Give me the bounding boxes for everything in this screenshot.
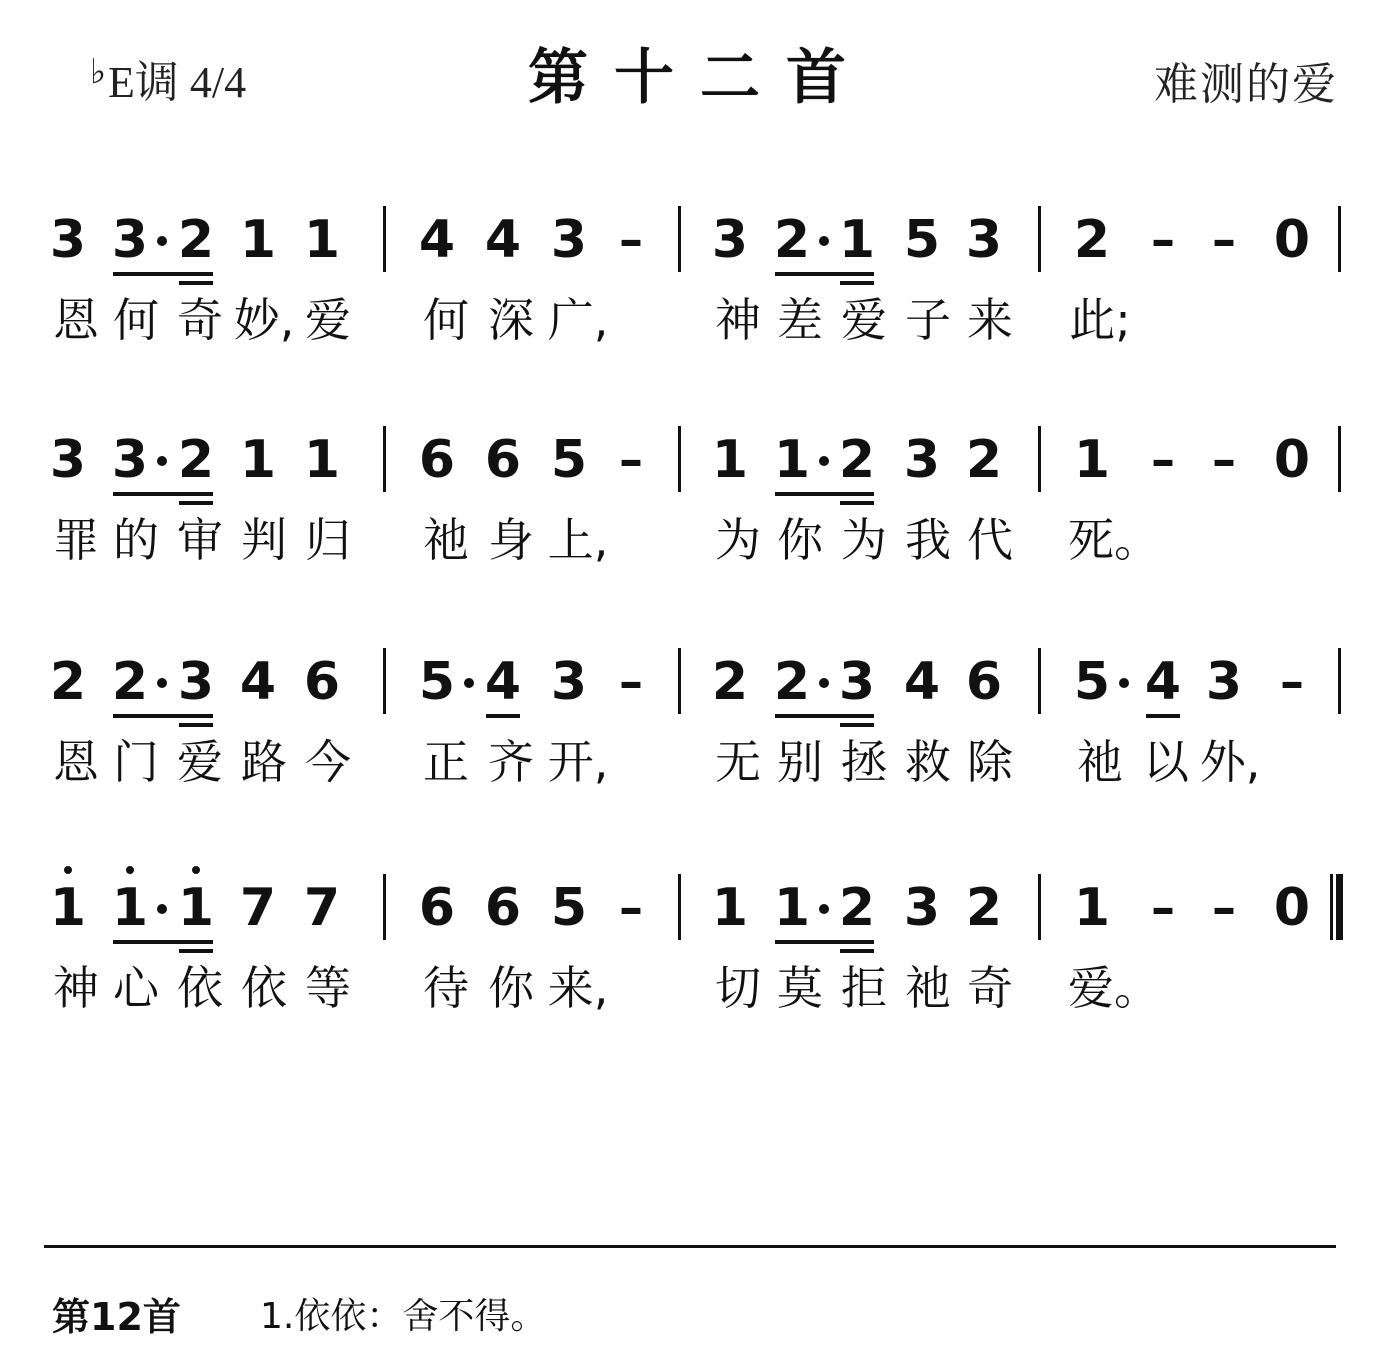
lyric-syllable: 我 [905,513,951,567]
barline [383,206,386,272]
barline [1338,206,1341,272]
note: 3 [903,878,941,938]
duration-underline [179,949,213,953]
high-octave-dot [192,866,200,874]
lyric-syllable: 路 [241,735,287,789]
note: 7 [303,878,341,938]
note: 1 [111,878,149,938]
note: 1 [49,878,87,938]
key-signature: ♭E调 4/4 [90,54,247,107]
note: 1 [838,210,876,270]
lyric-syllable: 审 [177,513,223,567]
lyric-syllable: 爱 [177,735,223,789]
lyric-syllable: 神 [53,961,99,1015]
note: 3 [111,430,149,490]
note: 1 [711,878,749,938]
beam-underline [113,492,213,496]
lyric-syllable: 死。 [1068,513,1160,567]
duration-underline [179,723,213,727]
duration-underline [1146,714,1180,718]
note: 3 [550,210,588,270]
note: 3 [550,652,588,712]
lyric-syllable: 子 [905,293,951,347]
note: 1 [773,878,811,938]
barline [1038,206,1041,272]
lyric-syllable: 祂 [905,961,951,1015]
lyric-syllable: 除 [967,735,1013,789]
barline [383,426,386,492]
note: 1 [239,430,277,490]
lyric-syllable: 正 [423,735,469,789]
lyric-syllable: 奇 [967,961,1013,1015]
sustain-dash: – [619,212,643,268]
note: 6 [484,878,522,938]
beam-underline [113,714,213,718]
sustain-dash: – [1212,880,1236,936]
sustain-dash: – [619,432,643,488]
lyric-syllable: 恩 [53,293,99,347]
lyric-syllable: 恩 [53,735,99,789]
footnote-text: 1.依依：舍不得。 [260,1296,547,1337]
sustain-dash: – [1212,432,1236,488]
lyric-syllable: 开, [547,735,609,789]
barline [1338,648,1341,714]
duration-underline [486,714,520,718]
barline [678,426,681,492]
sustain-dash: – [619,880,643,936]
lyric-syllable: 来 [967,293,1013,347]
lyric-syllable: 爱 [305,293,351,347]
lyric-syllable: 何 [113,293,159,347]
note: 3 [177,652,215,712]
lyric-syllable: 以 [1143,735,1189,789]
barline [678,648,681,714]
augmentation-dot [819,904,829,914]
duration-underline [840,501,874,505]
note: 7 [239,878,277,938]
note: 2 [965,878,1003,938]
lyric-syllable: 身 [488,513,534,567]
note: 4 [1144,652,1182,712]
note: 2 [838,430,876,490]
note: 0 [1273,430,1311,490]
lyric-syllable: 爱。 [1068,961,1160,1015]
lyric-syllable: 无 [715,735,761,789]
lyric-syllable: 祂 [1077,735,1123,789]
lyric-syllable: 你 [777,513,823,567]
high-octave-dot [64,866,72,874]
lyric-syllable: 别 [777,735,823,789]
beam-underline [775,492,874,496]
lyric-syllable: 祂 [423,513,469,567]
note: 5 [1073,652,1111,712]
duration-underline [840,949,874,953]
note: 1 [239,210,277,270]
barline [1038,426,1041,492]
high-octave-dot [126,866,134,874]
lyric-syllable: 广, [547,293,609,347]
sustain-dash: – [1280,654,1304,710]
lyric-syllable: 差 [777,293,823,347]
note: 5 [550,878,588,938]
note: 6 [965,652,1003,712]
lyric-syllable: 拒 [841,961,887,1015]
lyric-syllable: 的 [113,513,159,567]
lyric-syllable: 爱 [841,293,887,347]
note: 4 [903,652,941,712]
beam-underline [113,272,213,276]
lyric-syllable: 外, [1199,735,1261,789]
note: 2 [773,652,811,712]
note: 6 [418,878,456,938]
sustain-dash: – [1151,432,1175,488]
song-title: 难测的爱 [1154,59,1338,110]
beam-underline [775,272,874,276]
augmentation-dot [1119,678,1129,688]
note: 2 [1073,210,1111,270]
note: 6 [484,430,522,490]
augmentation-dot [819,236,829,246]
augmentation-dot [157,236,167,246]
duration-underline [179,501,213,505]
note: 1 [1073,878,1111,938]
sustain-dash: – [1151,212,1175,268]
sustain-dash: – [619,654,643,710]
duration-underline [840,723,874,727]
sustain-dash: – [1151,880,1175,936]
note: 4 [484,210,522,270]
lyric-syllable: 切 [715,961,761,1015]
lyric-syllable: 救 [905,735,951,789]
lyric-syllable: 罪 [53,513,99,567]
duration-underline [840,281,874,285]
lyric-syllable: 门 [113,735,159,789]
note: 3 [111,210,149,270]
lyric-syllable: 莫 [777,961,823,1015]
lyric-syllable: 奇 [177,293,223,347]
note: 0 [1273,878,1311,938]
note: 2 [177,210,215,270]
note: 5 [903,210,941,270]
augmentation-dot [819,678,829,688]
barline [1038,874,1041,940]
duration-underline [179,281,213,285]
note: 4 [484,652,522,712]
note: 1 [773,430,811,490]
note: 5 [550,430,588,490]
lyric-syllable: 此; [1069,293,1131,347]
note: 3 [49,430,87,490]
augmentation-dot [157,904,167,914]
note: 4 [418,210,456,270]
augmentation-dot [157,678,167,688]
barline [1338,426,1341,492]
note: 3 [838,652,876,712]
note: 5 [418,652,456,712]
note: 6 [418,430,456,490]
lyric-syllable: 为 [841,513,887,567]
note: 3 [965,210,1003,270]
lyric-syllable: 今 [305,735,351,789]
augmentation-dot [819,456,829,466]
lyric-syllable: 上, [547,513,609,567]
note: 2 [49,652,87,712]
note: 1 [711,430,749,490]
footnote-divider [44,1245,1336,1248]
note: 0 [1273,210,1311,270]
note: 1 [303,430,341,490]
note: 3 [903,430,941,490]
lyric-syllable: 拯 [841,735,887,789]
note: 1 [303,210,341,270]
lyric-syllable: 你 [488,961,534,1015]
beam-underline [775,940,874,944]
note: 3 [711,210,749,270]
note: 1 [1073,430,1111,490]
note: 2 [711,652,749,712]
lyric-syllable: 依 [241,961,287,1015]
lyric-syllable: 何 [423,293,469,347]
lyric-syllable: 妙, [233,293,295,347]
lyric-syllable: 为 [715,513,761,567]
footnote-label: 第12首 [52,1295,181,1339]
barline [678,874,681,940]
beam-underline [775,714,874,718]
lyric-syllable: 齐 [488,735,534,789]
page-title: 第十二首 [528,43,872,113]
augmentation-dot [157,456,167,466]
lyric-syllable: 心 [113,961,159,1015]
note: 2 [773,210,811,270]
lyric-syllable: 来, [547,961,609,1015]
note: 2 [111,652,149,712]
note: 1 [177,878,215,938]
barline [678,206,681,272]
barline [383,648,386,714]
beam-underline [113,940,213,944]
lyric-syllable: 等 [305,961,351,1015]
barline [1038,648,1041,714]
lyric-syllable: 依 [177,961,223,1015]
note: 2 [177,430,215,490]
barline [383,874,386,940]
lyric-syllable: 神 [715,293,761,347]
sustain-dash: – [1212,212,1236,268]
note: 3 [1205,652,1243,712]
lyric-syllable: 深 [488,293,534,347]
lyric-syllable: 待 [423,961,469,1015]
note: 6 [303,652,341,712]
final-barline [1336,874,1343,940]
note: 2 [965,430,1003,490]
note: 3 [49,210,87,270]
lyric-syllable: 代 [967,513,1013,567]
lyric-syllable: 判 [241,513,287,567]
lyric-syllable: 归 [305,513,351,567]
augmentation-dot [464,678,474,688]
barline [1330,874,1333,940]
note: 4 [239,652,277,712]
note: 2 [838,878,876,938]
